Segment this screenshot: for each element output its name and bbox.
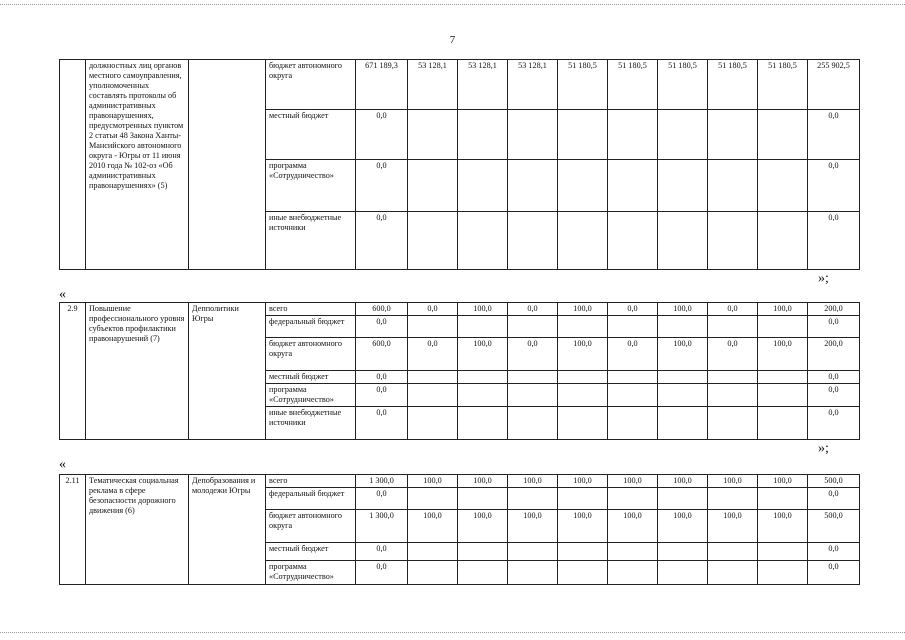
value-cell: 100,0 xyxy=(758,510,808,543)
value-cell: 100,0 xyxy=(708,475,758,488)
value-cell xyxy=(508,110,558,160)
value-cell xyxy=(758,212,808,270)
value-cell: 0,0 xyxy=(808,212,860,270)
value-cell: 1 300,0 xyxy=(356,475,408,488)
value-cell: 100,0 xyxy=(558,510,608,543)
value-cell: 0,0 xyxy=(356,488,408,510)
value-cell xyxy=(658,212,708,270)
scan-bottom-edge xyxy=(0,632,905,633)
funding-source: всего xyxy=(266,303,356,316)
value-cell xyxy=(708,160,758,212)
value-cell xyxy=(558,316,608,338)
value-cell xyxy=(458,543,508,561)
value-cell xyxy=(608,316,658,338)
value-cell: 600,0 xyxy=(356,303,408,316)
value-cell xyxy=(608,543,658,561)
value-cell: 100,0 xyxy=(608,475,658,488)
value-cell xyxy=(658,110,708,160)
value-cell xyxy=(408,110,458,160)
value-cell xyxy=(508,543,558,561)
value-cell xyxy=(558,110,608,160)
value-cell xyxy=(708,384,758,407)
section-table-continuation xyxy=(59,59,860,270)
executor: Депобразования и молодежи Югры xyxy=(189,475,266,585)
funding-source: местный бюджет xyxy=(266,371,356,384)
value-cell xyxy=(458,384,508,407)
value-cell: 0,0 xyxy=(356,160,408,212)
value-cell xyxy=(608,488,658,510)
value-cell: 500,0 xyxy=(808,475,860,488)
row-number: 2.9 xyxy=(60,303,86,440)
closing-quote: »; xyxy=(818,271,829,286)
value-cell: 671 189,3 xyxy=(356,60,408,110)
value-cell: 0,0 xyxy=(356,316,408,338)
measure-name: Тематическая социальная реклама в сфере безопасности дорожного движения (6) xyxy=(86,475,189,585)
value-cell xyxy=(508,407,558,440)
value-cell xyxy=(608,561,658,585)
value-cell: 0,0 xyxy=(808,543,860,561)
value-cell: 100,0 xyxy=(658,510,708,543)
funding-source: бюджет автономного округа xyxy=(266,338,356,371)
value-cell: 0,0 xyxy=(808,561,860,585)
value-cell xyxy=(558,561,608,585)
value-cell: 100,0 xyxy=(508,475,558,488)
value-cell: 100,0 xyxy=(558,338,608,371)
value-cell xyxy=(758,371,808,384)
value-cell: 51 180,5 xyxy=(758,60,808,110)
value-cell xyxy=(608,160,658,212)
value-cell xyxy=(408,561,458,585)
table-row xyxy=(60,60,860,110)
value-cell xyxy=(758,488,808,510)
value-cell: 100,0 xyxy=(508,510,558,543)
value-cell: 0,0 xyxy=(508,338,558,371)
value-cell: 100,0 xyxy=(758,338,808,371)
value-cell: 100,0 xyxy=(458,475,508,488)
funding-source: бюджет автономного округа xyxy=(266,510,356,543)
value-cell: 0,0 xyxy=(808,371,860,384)
value-cell xyxy=(458,371,508,384)
funding-source: программа «Сотрудничество» xyxy=(266,561,356,585)
value-cell: 100,0 xyxy=(558,475,608,488)
funding-source: федеральный бюджет xyxy=(266,488,356,510)
value-cell xyxy=(408,543,458,561)
value-cell: 0,0 xyxy=(356,561,408,585)
value-cell: 0,0 xyxy=(808,316,860,338)
value-cell xyxy=(458,316,508,338)
value-cell: 100,0 xyxy=(408,510,458,543)
value-cell xyxy=(508,160,558,212)
value-cell xyxy=(408,384,458,407)
value-cell xyxy=(508,561,558,585)
value-cell xyxy=(458,110,508,160)
value-cell: 0,0 xyxy=(808,160,860,212)
value-cell xyxy=(708,407,758,440)
value-cell: 51 180,5 xyxy=(658,60,708,110)
opening-quote: « xyxy=(59,287,66,302)
value-cell: 500,0 xyxy=(808,510,860,543)
value-cell xyxy=(558,371,608,384)
value-cell: 53 128,1 xyxy=(458,60,508,110)
funding-source: иные внебюджетные источники xyxy=(266,407,356,440)
value-cell: 51 180,5 xyxy=(608,60,658,110)
value-cell xyxy=(658,384,708,407)
value-cell xyxy=(558,160,608,212)
value-cell: 0,0 xyxy=(408,338,458,371)
value-cell: 100,0 xyxy=(458,510,508,543)
value-cell xyxy=(408,316,458,338)
funding-source: федеральный бюджет xyxy=(266,316,356,338)
value-cell: 100,0 xyxy=(708,510,758,543)
value-cell: 0,0 xyxy=(808,110,860,160)
value-cell xyxy=(408,212,458,270)
value-cell: 53 128,1 xyxy=(408,60,458,110)
value-cell xyxy=(458,160,508,212)
value-cell xyxy=(758,543,808,561)
value-cell xyxy=(608,110,658,160)
value-cell: 100,0 xyxy=(658,338,708,371)
value-cell: 100,0 xyxy=(658,303,708,316)
value-cell xyxy=(608,212,658,270)
value-cell: 0,0 xyxy=(708,338,758,371)
value-cell xyxy=(558,407,608,440)
value-cell xyxy=(658,160,708,212)
value-cell xyxy=(558,384,608,407)
value-cell: 1 300,0 xyxy=(356,510,408,543)
value-cell xyxy=(558,488,608,510)
funding-source: бюджет автономного округа xyxy=(266,60,356,110)
value-cell: 0,0 xyxy=(808,384,860,407)
value-cell: 100,0 xyxy=(658,475,708,488)
value-cell xyxy=(458,561,508,585)
value-cell: 100,0 xyxy=(408,475,458,488)
value-cell xyxy=(558,543,608,561)
table-row xyxy=(60,303,860,316)
value-cell xyxy=(658,316,708,338)
page-number: 7 xyxy=(449,34,456,46)
value-cell: 0,0 xyxy=(356,384,408,407)
value-cell xyxy=(708,371,758,384)
value-cell xyxy=(408,160,458,212)
value-cell: 200,0 xyxy=(808,338,860,371)
value-cell xyxy=(708,212,758,270)
value-cell: 100,0 xyxy=(758,475,808,488)
value-cell: 0,0 xyxy=(356,543,408,561)
value-cell xyxy=(658,371,708,384)
value-cell xyxy=(558,212,608,270)
value-cell: 0,0 xyxy=(356,212,408,270)
section-table-2-11 xyxy=(59,474,860,585)
value-cell: 0,0 xyxy=(356,110,408,160)
value-cell: 600,0 xyxy=(356,338,408,371)
value-cell: 100,0 xyxy=(758,303,808,316)
measure-name: должностных лиц органов местного самоуправления, уполномоченных составлять протоколы об административных правонарушениях, предусмотренных пунктом 2 статьи 48 Закона Ханты-Мансийского автономного округа - Югры от 11 июня 2010 года № 102-оз «Об административных правонарушениях» (5) xyxy=(86,60,189,270)
value-cell: 51 180,5 xyxy=(708,60,758,110)
value-cell: 100,0 xyxy=(558,303,608,316)
value-cell xyxy=(708,543,758,561)
value-cell xyxy=(758,407,808,440)
executor: Депполитики Югры xyxy=(189,303,266,440)
closing-quote: »; xyxy=(818,441,829,456)
value-cell xyxy=(508,384,558,407)
value-cell xyxy=(658,561,708,585)
value-cell xyxy=(758,561,808,585)
value-cell: 0,0 xyxy=(356,371,408,384)
funding-source: программа «Сотрудничество» xyxy=(266,384,356,407)
value-cell xyxy=(708,110,758,160)
value-cell: 51 180,5 xyxy=(558,60,608,110)
value-cell xyxy=(508,316,558,338)
value-cell: 0,0 xyxy=(708,303,758,316)
value-cell xyxy=(508,488,558,510)
section-table-2-9 xyxy=(59,302,860,440)
value-cell: 0,0 xyxy=(408,303,458,316)
value-cell xyxy=(758,384,808,407)
row-number xyxy=(60,60,86,270)
value-cell xyxy=(658,488,708,510)
value-cell: 255 902,5 xyxy=(808,60,860,110)
value-cell: 0,0 xyxy=(356,407,408,440)
value-cell xyxy=(608,384,658,407)
value-cell xyxy=(408,407,458,440)
value-cell: 100,0 xyxy=(458,338,508,371)
value-cell xyxy=(508,371,558,384)
funding-source: иные внебюджетные источники xyxy=(266,212,356,270)
value-cell: 0,0 xyxy=(608,338,658,371)
value-cell xyxy=(408,371,458,384)
value-cell: 100,0 xyxy=(458,303,508,316)
value-cell: 0,0 xyxy=(808,407,860,440)
value-cell xyxy=(758,316,808,338)
value-cell: 0,0 xyxy=(808,488,860,510)
value-cell xyxy=(458,212,508,270)
value-cell xyxy=(708,561,758,585)
value-cell: 200,0 xyxy=(808,303,860,316)
scan-top-edge xyxy=(0,4,905,5)
funding-source: местный бюджет xyxy=(266,543,356,561)
opening-quote: « xyxy=(59,457,66,472)
value-cell xyxy=(758,110,808,160)
value-cell: 100,0 xyxy=(608,510,658,543)
row-number: 2.11 xyxy=(60,475,86,585)
value-cell xyxy=(608,371,658,384)
value-cell xyxy=(458,407,508,440)
value-cell xyxy=(758,160,808,212)
value-cell: 53 128,1 xyxy=(508,60,558,110)
funding-source: программа «Сотрудничество» xyxy=(266,160,356,212)
value-cell: 0,0 xyxy=(508,303,558,316)
value-cell xyxy=(658,407,708,440)
funding-source: местный бюджет xyxy=(266,110,356,160)
value-cell xyxy=(608,407,658,440)
value-cell xyxy=(458,488,508,510)
value-cell xyxy=(408,488,458,510)
value-cell xyxy=(508,212,558,270)
value-cell xyxy=(658,543,708,561)
measure-name: Повышение профессионального уровня субъектов профилактики правонарушений (7) xyxy=(86,303,189,440)
value-cell: 0,0 xyxy=(608,303,658,316)
executor xyxy=(189,60,266,270)
value-cell xyxy=(708,488,758,510)
funding-source: всего xyxy=(266,475,356,488)
value-cell xyxy=(708,316,758,338)
table-row xyxy=(60,475,860,488)
